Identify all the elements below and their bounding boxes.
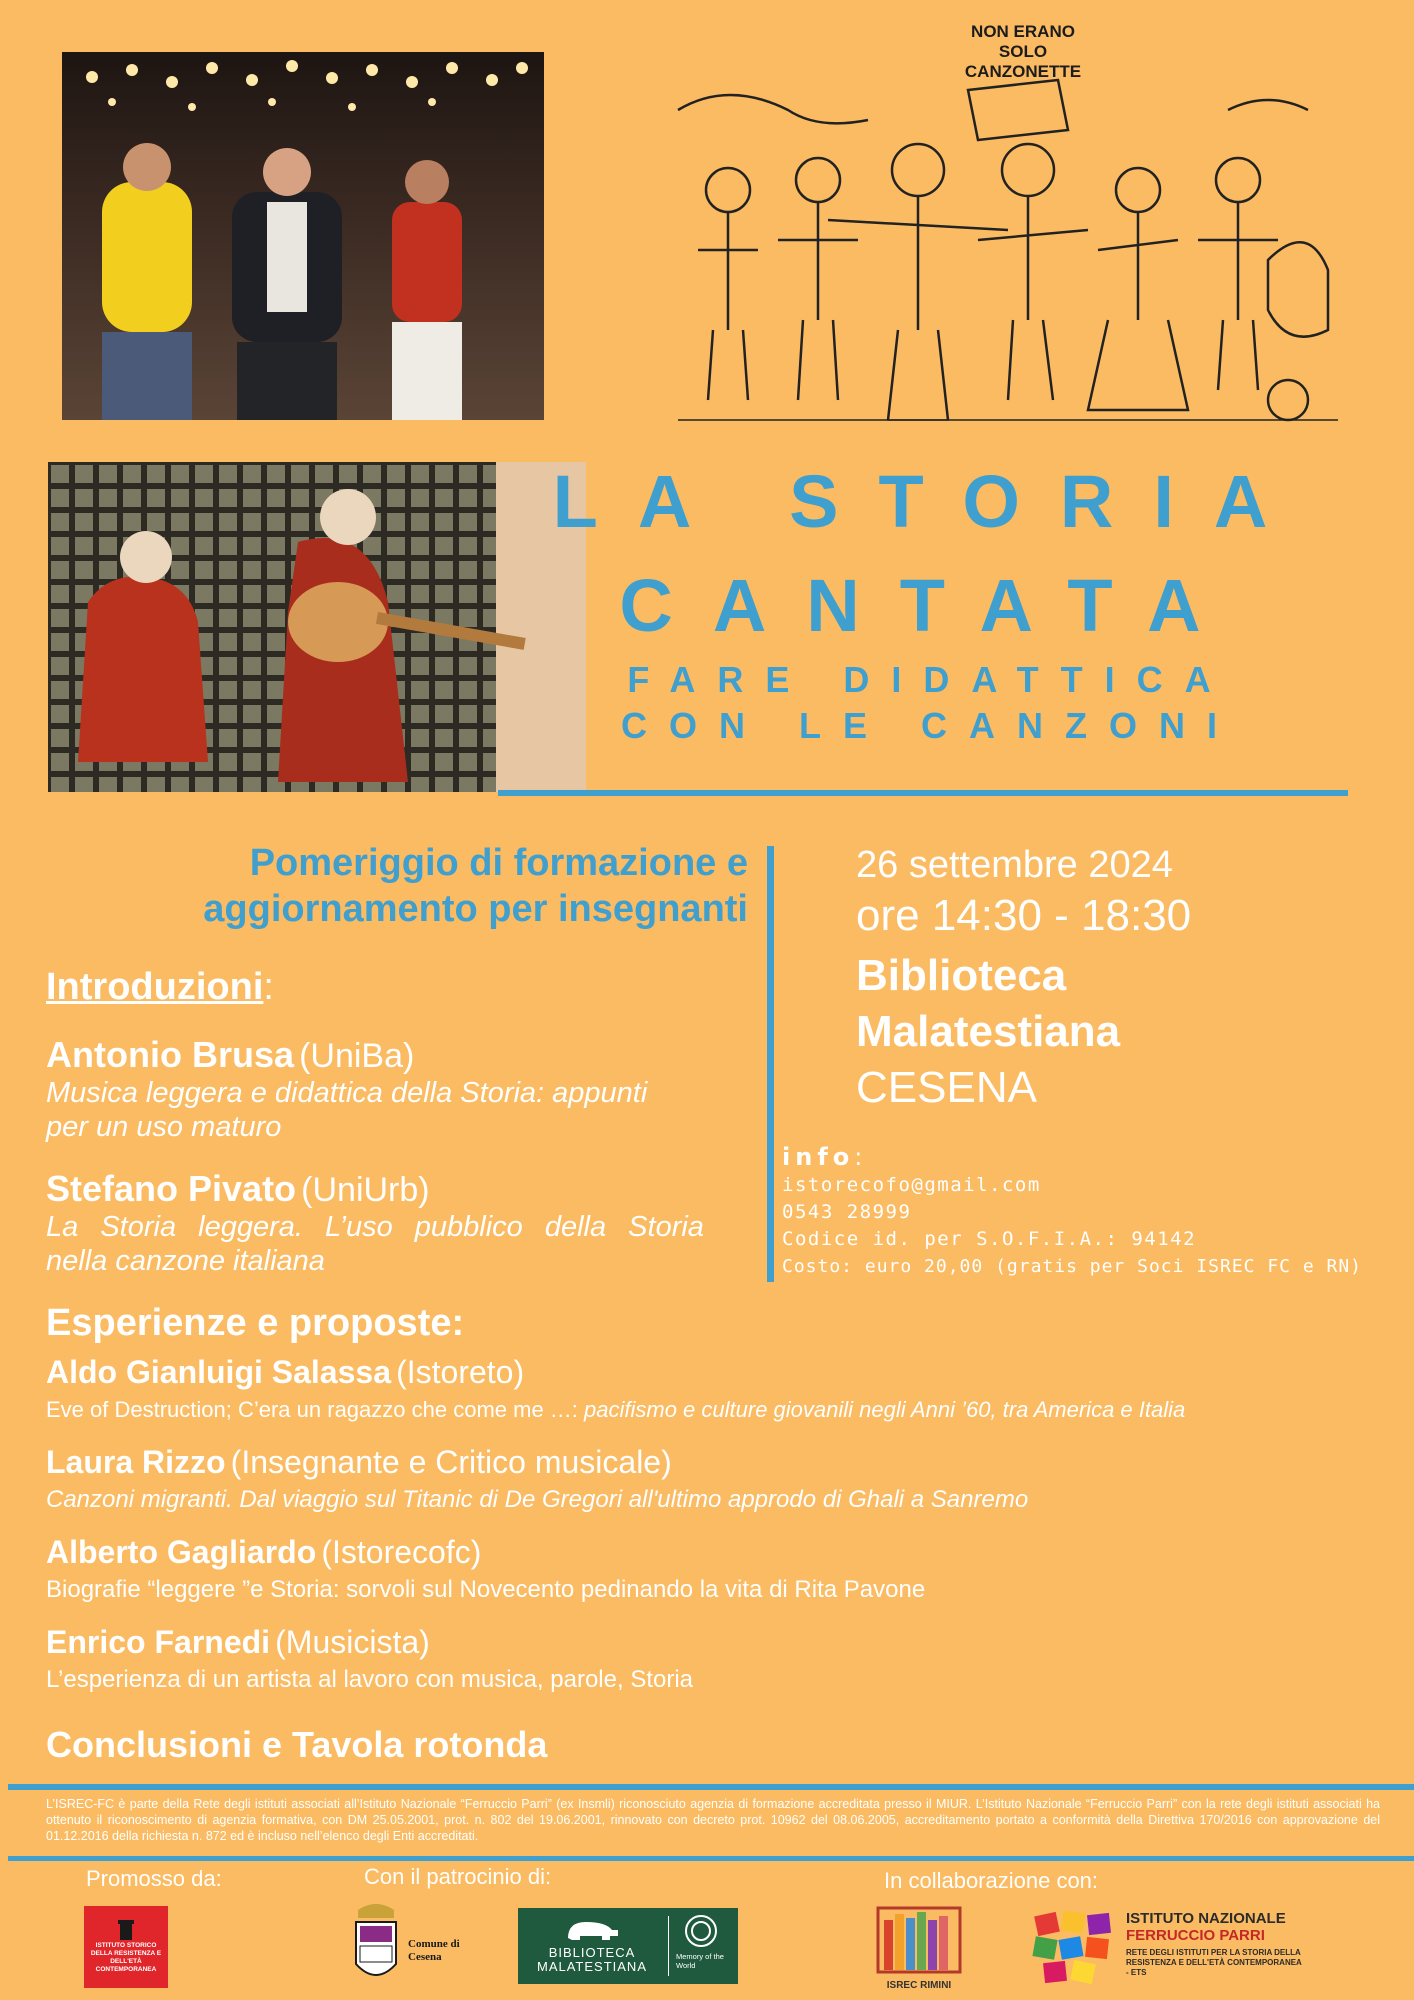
experience-speaker-name: Alberto Gagliardo xyxy=(46,1534,317,1570)
subtitle-line-1 xyxy=(500,660,1360,700)
experience-speaker-affiliation: (Istoreto) xyxy=(396,1354,525,1390)
experience-item-3 xyxy=(46,1534,1386,1607)
speaker-talk-line-1: Musica leggera e didattica della Storia: appunti xyxy=(46,1077,648,1109)
biblioteca-logo-text: BIBLIOTECA MALATESTIANA xyxy=(536,1945,647,1974)
experience-speaker-affiliation: (Istorecofc) xyxy=(321,1534,482,1570)
memory-of-the-world-icon xyxy=(684,1914,718,1948)
speaker-talk-line-2: nella canzone italiana xyxy=(46,1245,325,1277)
speaker-name: Stefano Pivato xyxy=(46,1168,297,1209)
comune-logo-text: Comune di Cesena xyxy=(408,1938,460,1963)
ferruccio-parri-logo[interactable] xyxy=(1030,1908,1310,1990)
info-block xyxy=(782,1142,1402,1280)
footer-patrocinio xyxy=(364,1864,551,1890)
info-cost: Costo: euro 20,00 (gratis per Soci ISREC FC e RN) xyxy=(782,1256,1363,1277)
disclaimer-text xyxy=(46,1796,1380,1844)
title-line-2 xyxy=(500,566,1360,646)
title-line-1 xyxy=(500,462,1360,542)
program-heading-line-2: aggiornamento per insegnanti xyxy=(203,888,748,930)
footer-promosso-text: Promosso da: xyxy=(86,1866,222,1891)
event-city-text: CESENA xyxy=(856,1063,1037,1112)
title-line-1-text: LA STORIA xyxy=(552,460,1308,543)
info-colon: : xyxy=(854,1143,868,1171)
event-city xyxy=(856,1062,1037,1114)
experience-talk-plain: Eve of Destruction; C’era un ragazzo che come me …: xyxy=(46,1397,578,1422)
subtitle-line-1-text: FARE DIDATTICA xyxy=(627,659,1233,700)
concert-photo xyxy=(62,52,544,420)
introductions-colon: : xyxy=(263,966,274,1008)
experience-talk-italic: Canzoni migranti. Dal viaggio sul Titanic di De Gregori all'ultimo approdo di Ghali a Sanremo xyxy=(46,1486,1029,1513)
title-underline xyxy=(498,790,1348,796)
program-heading-line-1: Pomeriggio di formazione e xyxy=(249,842,748,884)
footer-promosso xyxy=(86,1866,222,1892)
experience-speaker-affiliation: (Musicista) xyxy=(275,1624,430,1660)
experience-speaker-affiliation: (Insegnante e Critico musicale) xyxy=(230,1444,672,1480)
istituto-storico-logo[interactable] xyxy=(84,1906,168,1988)
event-venue xyxy=(856,948,1120,1060)
subtitle-line-2 xyxy=(500,706,1360,746)
isrec-rimini-logo[interactable] xyxy=(876,1906,962,1990)
coat-of-arms-icon xyxy=(352,1898,400,1990)
speaker-affiliation: (UniBa) xyxy=(299,1037,415,1075)
experience-speaker-name: Laura Rizzo xyxy=(46,1444,226,1480)
experience-item-2 xyxy=(46,1444,1386,1517)
parri-title-line-1: ISTITUTO NAZIONALE xyxy=(1126,1910,1286,1927)
event-time xyxy=(856,890,1191,942)
isrec-rimini-logo-text: ISREC RIMINI xyxy=(886,1980,952,1991)
disclaimer-bottom-rule xyxy=(8,1856,1414,1861)
introductions-heading xyxy=(46,964,274,1010)
speaker-name: Antonio Brusa xyxy=(46,1034,294,1075)
info-sofia-code: Codice id. per S.O.F.I.A.: 94142 xyxy=(782,1228,1197,1250)
column-divider xyxy=(767,846,774,1282)
biblioteca-malatestiana-logo[interactable] xyxy=(518,1908,738,1984)
disclaimer-top-rule xyxy=(8,1784,1414,1790)
speaker-affiliation: (UniUrb) xyxy=(301,1171,430,1209)
introductions-label: Introduzioni xyxy=(46,966,264,1008)
info-phone-link[interactable]: 0543 28999 xyxy=(782,1201,912,1223)
experience-speaker-name: Enrico Farnedi xyxy=(46,1624,271,1660)
footer-patrocinio-text: Con il patrocinio di: xyxy=(364,1864,552,1889)
footer-collaborazione xyxy=(884,1868,1098,1894)
illustration-caption-text: NON ERANO SOLO CANZONETTE xyxy=(964,22,1082,81)
info-email-link[interactable]: istorecofo@gmail.com xyxy=(782,1174,1041,1196)
parri-title-line-2: FERRUCCIO PARRI xyxy=(1126,1927,1265,1944)
program-heading xyxy=(48,840,748,932)
event-venue-line-1: Biblioteca xyxy=(856,951,1067,1000)
experience-talk-italic: pacifismo e culture giovanili negli Anni ’60, tra America e Italia xyxy=(577,1397,1186,1422)
elephant-icon xyxy=(562,1916,622,1942)
title-line-2-text: CANTATA xyxy=(619,564,1241,647)
info-label: info xyxy=(782,1143,855,1171)
experience-item-1 xyxy=(46,1354,1386,1427)
logo-separator xyxy=(668,1916,669,1976)
speaker-talk-line-1: La Storia leggera. L’uso pubblico della Storia xyxy=(46,1211,704,1243)
conclusion-heading xyxy=(46,1722,547,1768)
parri-subtitle: RETE DEGLI ISTITUTI PER LA STORIA DELLA RESISTENZA E DELL'ETÀ CONTEMPORANEA - ETS xyxy=(1126,1948,1302,1977)
experiences-heading-text: Esperienze e proposte: xyxy=(46,1302,465,1344)
speaker-block-1 xyxy=(46,1034,736,1144)
experience-talk-plain: Biografie “leggere ”e Storia: sorvoli sul Novecento pedinando la vita di Rita Pavone xyxy=(46,1576,926,1603)
speaker-block-2 xyxy=(46,1168,736,1278)
disclaimer-body: L’ISREC-FC è parte della Rete degli istituti associati all’Istituto Nazionale “Ferruccio Parri” (ex Insmli) riconosciuto agenzia di formazione accreditata presso il MIUR. L’Istituto Nazionale “Ferruccio Parri” con la rete degli istituti associati ha ottenuto il riconoscimento di agenzia formativa, con DM 25.05.2001, prot. n. 802 del 19.06.2001, rinnovato con decreto prot. 10962 del 08.06.2005, accreditamento portato a conformità della Direttiva 170/2016 con approvazione del 01.12.2016 della richiesta n. 872 ed è incluso nell’elenco degli Enti accreditati. xyxy=(46,1797,1380,1843)
subtitle-line-2-text: CON LE CANZONI xyxy=(621,705,1239,746)
event-date-text: 26 settembre 2024 xyxy=(856,844,1173,886)
experience-talk-plain: L’esperienza di un artista al lavoro con musica, parole, Storia xyxy=(46,1666,694,1693)
istituto-storico-logo-text: ISTITUTO STORICO DELLA RESISTENZA E DELL'ETÀ CONTEMPORANEA xyxy=(90,1942,162,1973)
comune-cesena-logo[interactable] xyxy=(352,1898,472,1990)
tower-icon xyxy=(116,1918,136,1940)
experiences-heading xyxy=(46,1300,464,1346)
speaker-talk-line-2: per un uso maturo xyxy=(46,1111,282,1143)
event-venue-line-2: Malatestiana xyxy=(856,1007,1121,1056)
conclusion-heading-text: Conclusioni e Tavola rotonda xyxy=(46,1724,548,1765)
experience-item-4 xyxy=(46,1624,1386,1697)
experience-speaker-name: Aldo Gianluigi Salassa xyxy=(46,1354,391,1390)
parri-mosaic-icon xyxy=(1030,1908,1122,1986)
footer-collaborazione-text: In collaborazione con: xyxy=(884,1868,1099,1893)
memory-logo-text: Memory of the World xyxy=(676,1952,724,1970)
event-date xyxy=(856,842,1173,888)
crowd-illustration xyxy=(668,70,1350,442)
books-icon xyxy=(876,1906,962,1974)
event-time-text: ore 14:30 - 18:30 xyxy=(856,891,1192,940)
